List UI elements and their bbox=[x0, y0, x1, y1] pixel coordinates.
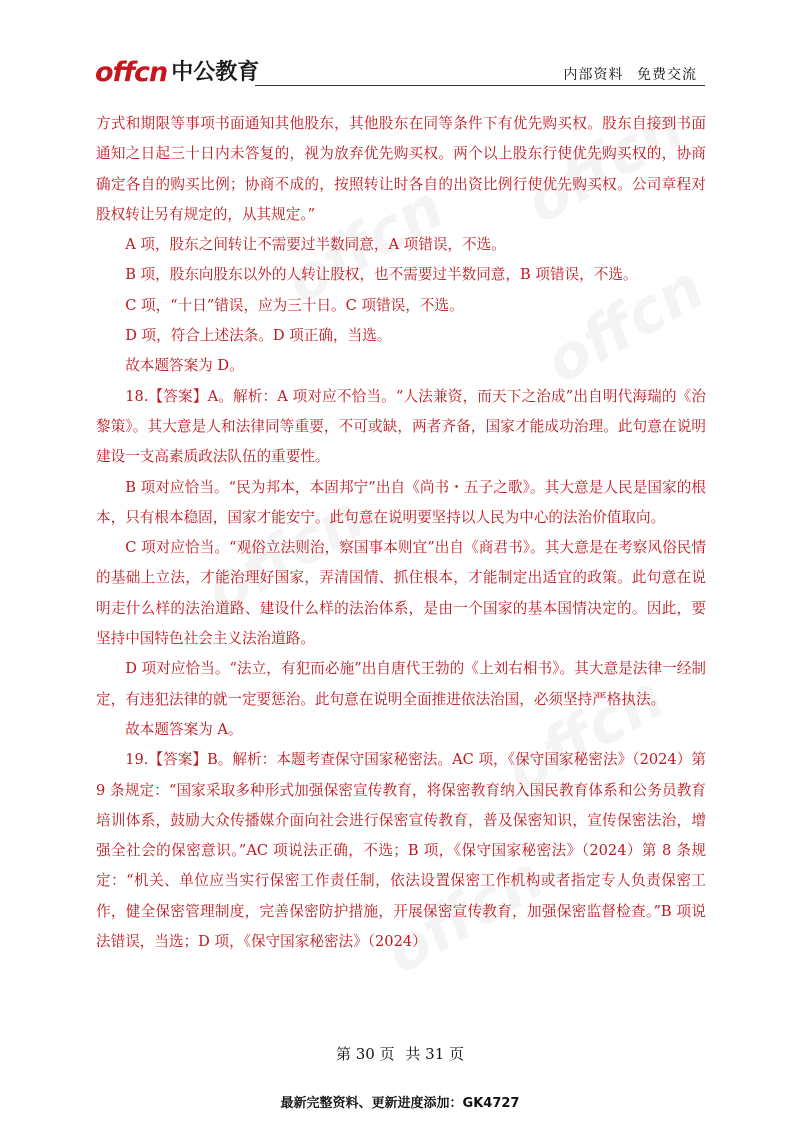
paragraph: 18.【答案】A。解析：A 项对应不恰当。“人法兼资，而天下之治成”出自明代海瑞的《治黎策》。其大意是人和法律同等重要，不可或缺，两者齐备，国家才能成功治理。此句意在说明建设一支高素质政法队伍的重要性。 bbox=[96, 387, 706, 466]
brand-logo bbox=[95, 56, 259, 88]
document-body bbox=[96, 109, 706, 957]
logo-wordmark: offcn bbox=[95, 57, 168, 88]
paragraph: 方式和期限等事项书面通知其他股东，其他股东在同等条件下有优先购买权。股东自接到书面通知之日起三十日内未答复的，视为放弃优先购买权。两个以上股东行使优先购买权的，协商确定各自的购买比例；协商不成的，按照转让时各自的出资比例行使优先购买权。公司章程对股权转让另有规定的，从其规定。” bbox=[96, 115, 706, 223]
header-tag-internal: 内部资料 bbox=[563, 67, 624, 83]
paragraph: D 项，符合上述法条。D 项正确，当选。 bbox=[125, 327, 392, 345]
paragraph: 故本题答案为 D。 bbox=[125, 357, 244, 375]
paragraph: 故本题答案为 A。 bbox=[125, 720, 243, 738]
header-tag-free: 免费交流 bbox=[637, 67, 697, 83]
paragraph: D 项对应恰当。“法立，有犯而必施”出自唐代王勃的《上刘右相书》。其大意是法律一经制定，有违犯法律的就一定要惩治。此句意在说明全面推进依法治国，必须坚持严格执法。 bbox=[96, 660, 706, 708]
page-header bbox=[95, 56, 705, 90]
page-total: 共 31 页 bbox=[405, 1045, 465, 1063]
header-divider bbox=[255, 85, 705, 86]
header-tags bbox=[564, 64, 697, 84]
page-current: 第 30 页 bbox=[335, 1045, 395, 1063]
paragraph: C 项，“十日”错误，应为三十日。C 项错误，不选。 bbox=[125, 296, 464, 314]
paragraph: A 项，股东之间转让不需要过半数同意，A 项错误，不选。 bbox=[125, 236, 506, 254]
footer-note: 最新完整资料、更新进度添加：GK4727 bbox=[280, 1096, 520, 1111]
paragraph: C 项对应恰当。“观俗立法则治，察国事本则宜”出自《商君书》。其大意是在考察风俗民情的基础上立法，才能治理好国家，弄清国情、抓住根本，才能制定出适宜的政策。此句意在说明走什么样的法治道路、建设什么样的法治体系，是由一个国家的基本国情决定的。因此，要坚持中国特色社会主义法治道路。 bbox=[96, 539, 706, 648]
page-number bbox=[0, 1043, 800, 1064]
paragraph: 19.【答案】B。解析：本题考查保守国家秘密法。AC 项，《保守国家秘密法》（2024）第 9 条规定：“国家采取多种形式加强保密宣传教育，将保密教育纳入国民教育体系和公务员教育培训体系，鼓励大众传播媒介面向社会进行保密宣传教育，普及保密知识，宣传保密法治，增强全社会的保密意识。”AC 项说法正确，不选；B 项，《保守国家秘密法》（2024）第 8 条规定：“机关、单位应当实行保密工作责任制，依法设置保密工作机构或者指定专人负责保密工作，健全保密管理制度，完善保密防护措施，开展保密宣传教育，加强保密监督检查。”B 项说法错误，当选；D 项，《保守国家秘密法》（2024） bbox=[96, 751, 706, 951]
logo-chinese-name: 中公教育 bbox=[171, 60, 260, 85]
paragraph: B 项对应恰当。“民为邦本，本固邦宁”出自《尚书・五子之歌》。其大意是人民是国家的根本，只有根本稳固，国家才能安宁。此句意在说明要坚持以人民为中心的法治价值取向。 bbox=[96, 478, 706, 526]
paragraph: B 项，股东向股东以外的人转让股权，也不需要过半数同意，B 项错误，不选。 bbox=[125, 266, 638, 284]
